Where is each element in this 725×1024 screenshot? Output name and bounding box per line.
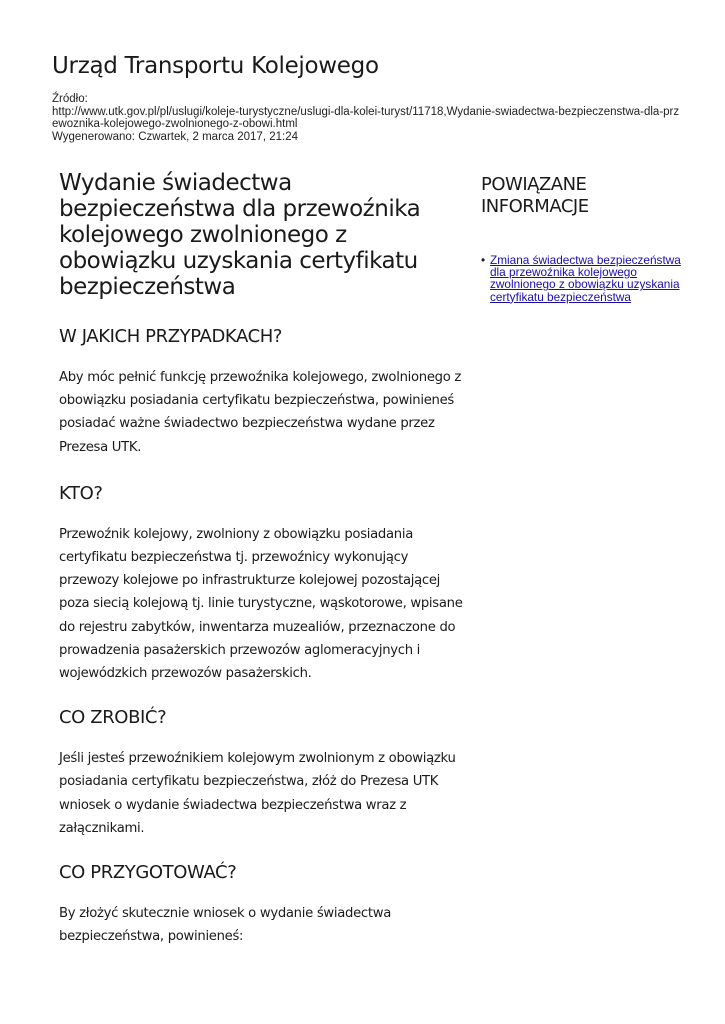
source-meta: [52, 93, 682, 143]
section-text-what-to-do: Jeśli jesteś przewoźnikiem kolejowym zwolnionym z obowiązku posiadania certyfikatu bezpieczeństwa, złóż do Prezesa UTK wniosek o wydanie świadectwa bezpieczeństwa wraz z załącznikami.: [59, 751, 456, 836]
related-info-sidebar: [481, 174, 681, 303]
section-text-who: Przewoźnik kolejowy, zwolniony z obowiązku posiadania certyfikatu bezpieczeństwa tj. przewoźnicy wykonujący przewozy kolejowe po infrastrukturze kolejowej pozostającej poza siecią kolejową tj. linie turystyczne, wąskotorowe, wpisane do rejestru zabytków, inwentarza muzealiów, przeznaczone do prowadzenia pasażerskich przewozów aglomeracyjnych i wojewódzkich przewozów pasażerskich.: [59, 526, 463, 682]
related-info-heading: POWIĄZANE INFORMACJE: [481, 174, 589, 217]
section-heading-cases: W JAKICH PRZYPADKACH?: [59, 326, 283, 347]
generated-date: Wygenerowano: Czwartek, 2 marca 2017, 21:24: [52, 130, 298, 143]
main-content: [59, 170, 469, 948]
page-title: Wydanie świadectwa bezpieczeństwa dla przewoźnika kolejowego zwolnionego z obowiązku uzyskania certyfikatu bezpieczeństwa: [59, 170, 421, 300]
related-link-change-certificate[interactable]: Zmiana świadectwa bezpieczeństwa dla przewoźnika kolejowego zwolnionego z obowiązku uzyskania certyfikatu bezpieczeństwa: [490, 253, 681, 304]
related-links-list: [481, 254, 681, 303]
site-title: Urząd Transportu Kolejowego: [52, 53, 379, 79]
section-text-what-to-prepare: By złożyć skutecznie wniosek o wydanie świadectwa bezpieczeństwa, powinieneś:: [59, 906, 391, 945]
section-heading-what-to-prepare: CO PRZYGOTOWAĆ?: [59, 862, 237, 884]
section-heading-what-to-do: CO ZROBIĆ?: [59, 707, 167, 729]
source-url: http://www.utk.gov.pl/pl/uslugi/koleje-turystyczne/uslugi-dla-kolei-turyst/11718,Wydanie-swiadectwa-bezpieczenstwa-dla-przewoznika-kolejowego-zwolnionego-z-obowi.html: [52, 105, 680, 130]
bullet-icon: •: [481, 253, 486, 267]
section-heading-who: KTO?: [59, 482, 103, 504]
source-label: Źródło:: [52, 93, 88, 105]
list-item: [481, 254, 681, 303]
section-text-cases: Aby móc pełnić funkcję przewoźnika kolejowego, zwolnionego z obowiązku posiadania certyfikatu bezpieczeństwa, powinieneś posiadać ważne świadectwo bezpieczeństwa wydane przez Prezesa UTK.: [59, 370, 461, 455]
